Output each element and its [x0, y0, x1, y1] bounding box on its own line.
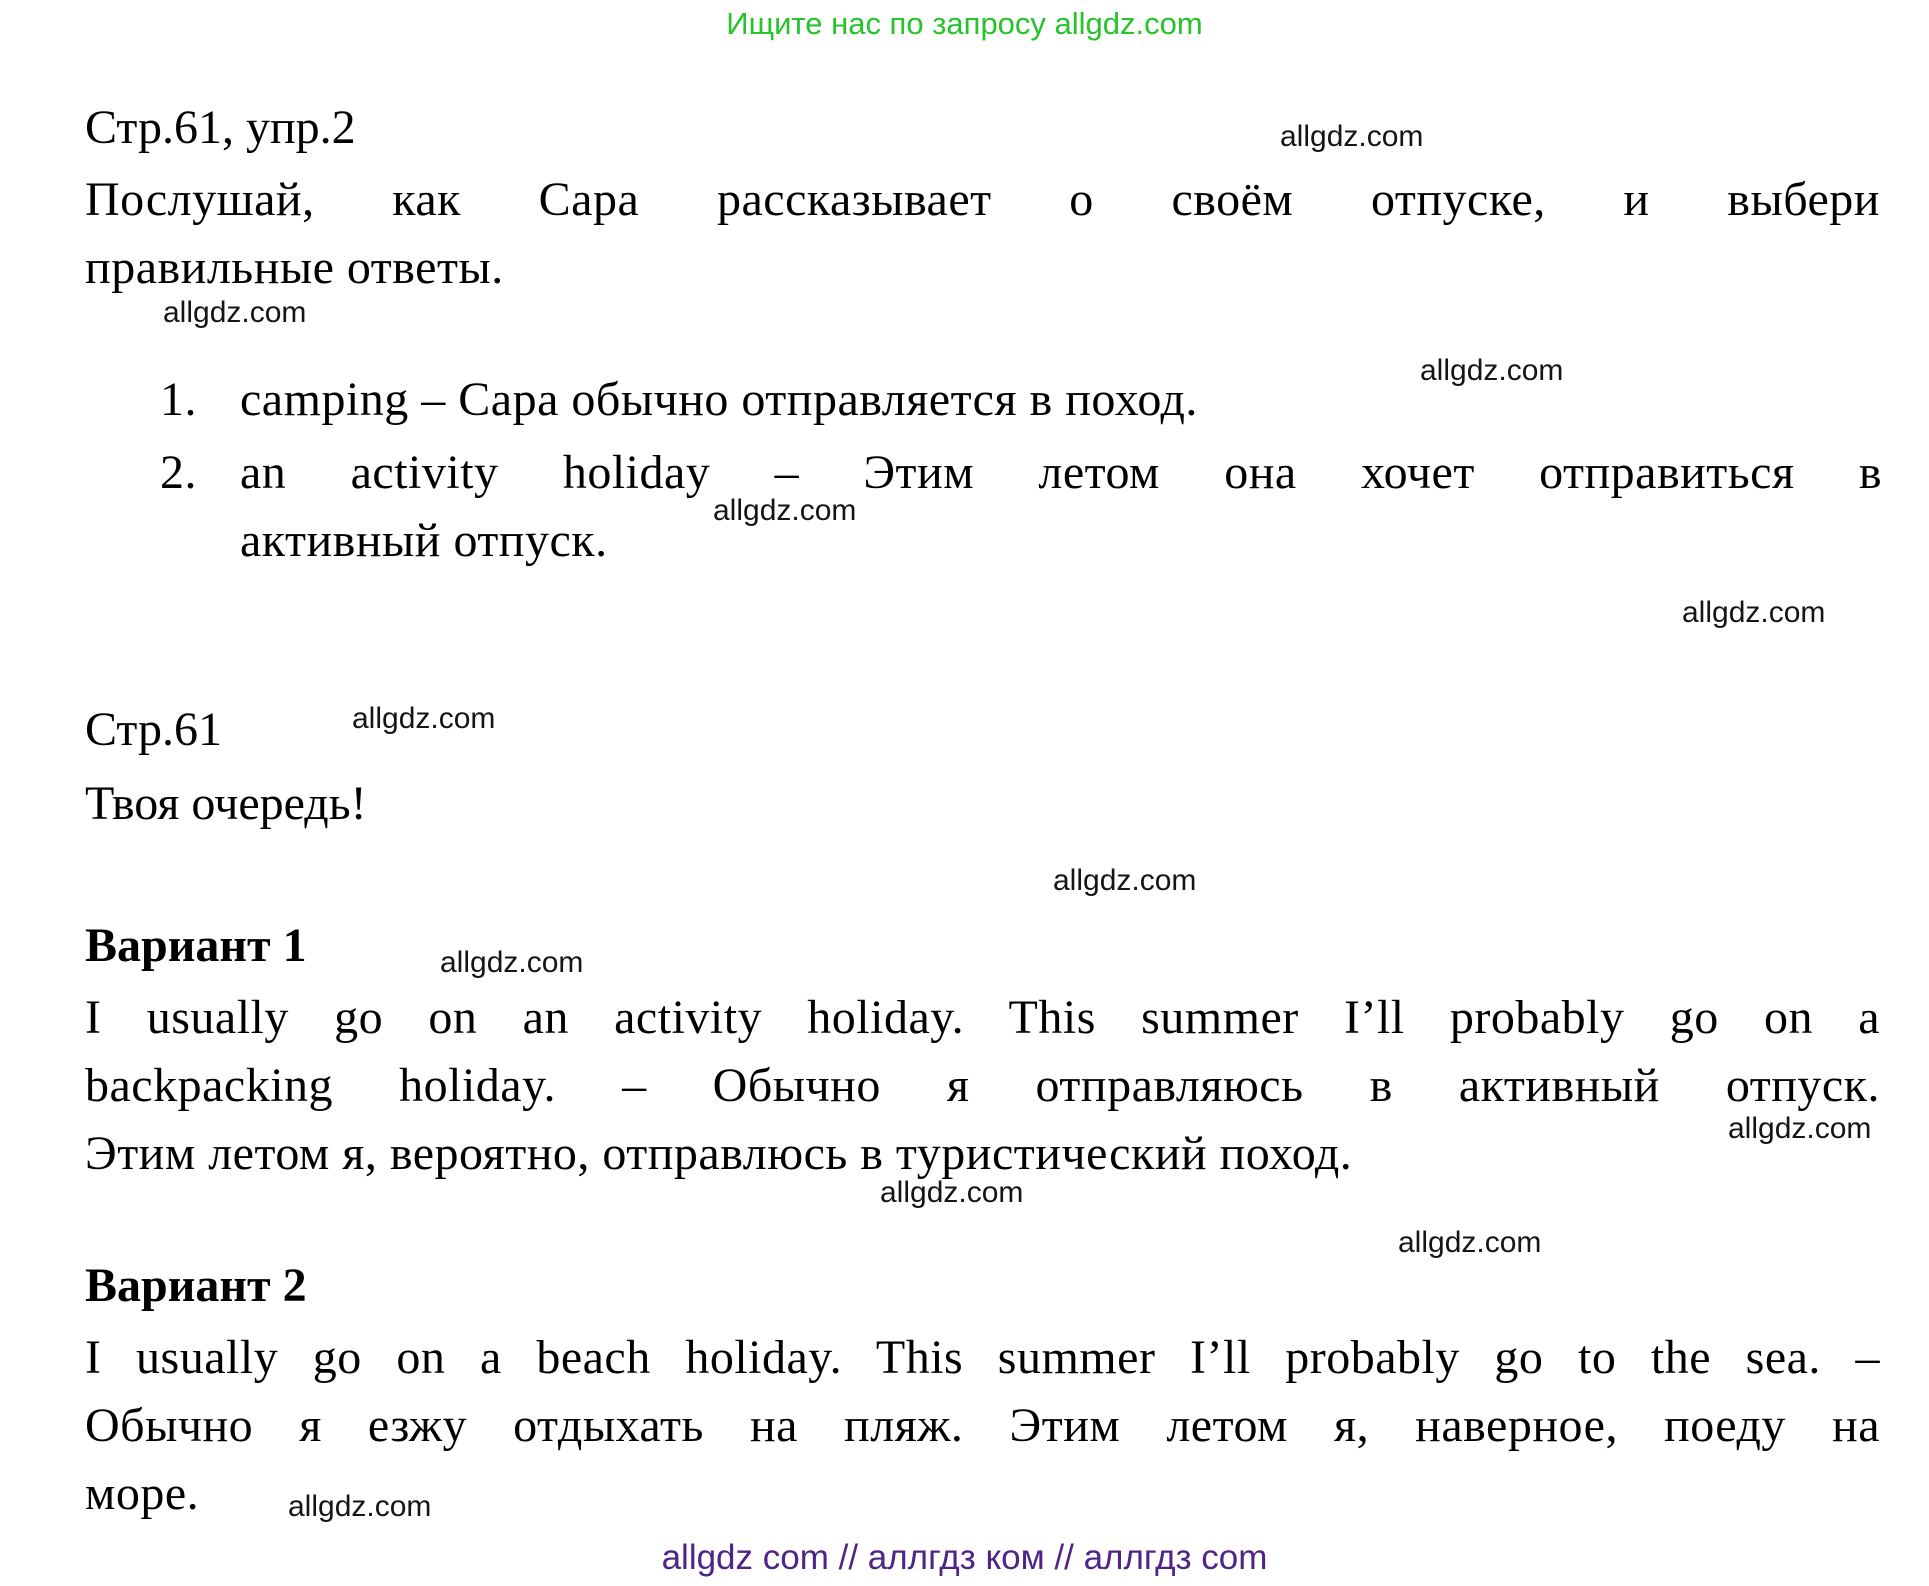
- watermark-text: allgdz.com: [440, 946, 584, 979]
- list-item-text: [240, 366, 1882, 434]
- promo-header: Ищите нас по запросу allgdz.com: [726, 6, 1203, 41]
- watermark-text: allgdz.com: [1398, 1226, 1542, 1259]
- variant2-line: I usually go on a beach holiday. This summer I’ll probably go to the sea. –: [85, 1331, 1880, 1384]
- variant1-text: [85, 984, 1880, 1188]
- page-title: Стр.61, упр.2: [85, 101, 356, 154]
- watermark-text: allgdz.com: [1420, 354, 1564, 387]
- watermark-text: allgdz.com: [288, 1490, 432, 1523]
- watermark-text: allgdz.com: [880, 1176, 1024, 1209]
- list-item-text: [240, 439, 1882, 575]
- variant1-line: backpacking holiday. – Обычно я отправляюсь в активный отпуск.: [85, 1059, 1880, 1112]
- instruction-line: Послушай, как Сара рассказывает о своём отпуске, и выбери: [85, 173, 1880, 226]
- list-item-number: 1.: [160, 373, 197, 426]
- variant2-line: море.: [85, 1467, 200, 1520]
- footer-domains: allgdz com // аллгдз ком // аллгдз com: [661, 1538, 1268, 1577]
- variant2-title: Вариант 2: [85, 1259, 307, 1312]
- watermark-text: allgdz.com: [1280, 120, 1424, 153]
- list-item-number: 2.: [160, 446, 197, 499]
- list-item: [160, 366, 1882, 434]
- variant1-line: Этим летом я, вероятно, отправлюсь в туристический поход.: [85, 1127, 1353, 1180]
- watermark-text: allgdz.com: [1728, 1112, 1872, 1145]
- answer-line: camping – Сара обычно отправляется в поход.: [240, 373, 1198, 426]
- instruction-line: правильные ответы.: [85, 241, 504, 294]
- exercise-instruction: [85, 166, 1880, 302]
- watermark-text: allgdz.com: [1682, 596, 1826, 629]
- variant1-line: I usually go on an activity holiday. This summer I’ll probably go on a: [85, 991, 1880, 1044]
- answer-line: активный отпуск.: [240, 514, 608, 567]
- watermark-text: allgdz.com: [352, 702, 496, 735]
- list-item: [160, 439, 1882, 575]
- variant2-line: Обычно я езжу отдыхать на пляж. Этим летом я, наверное, поеду на: [85, 1399, 1880, 1452]
- watermark-text: allgdz.com: [163, 296, 307, 329]
- watermark-text: allgdz.com: [1053, 864, 1197, 897]
- section-heading: Стр.61: [85, 703, 222, 756]
- answer-line: an activity holiday – Этим летом она хочет отправиться в: [240, 446, 1882, 499]
- section-subheading: Твоя очередь!: [85, 777, 367, 830]
- variant1-title: Вариант 1: [85, 919, 307, 972]
- watermark-text: allgdz.com: [713, 494, 857, 527]
- answers-list: [160, 366, 1882, 575]
